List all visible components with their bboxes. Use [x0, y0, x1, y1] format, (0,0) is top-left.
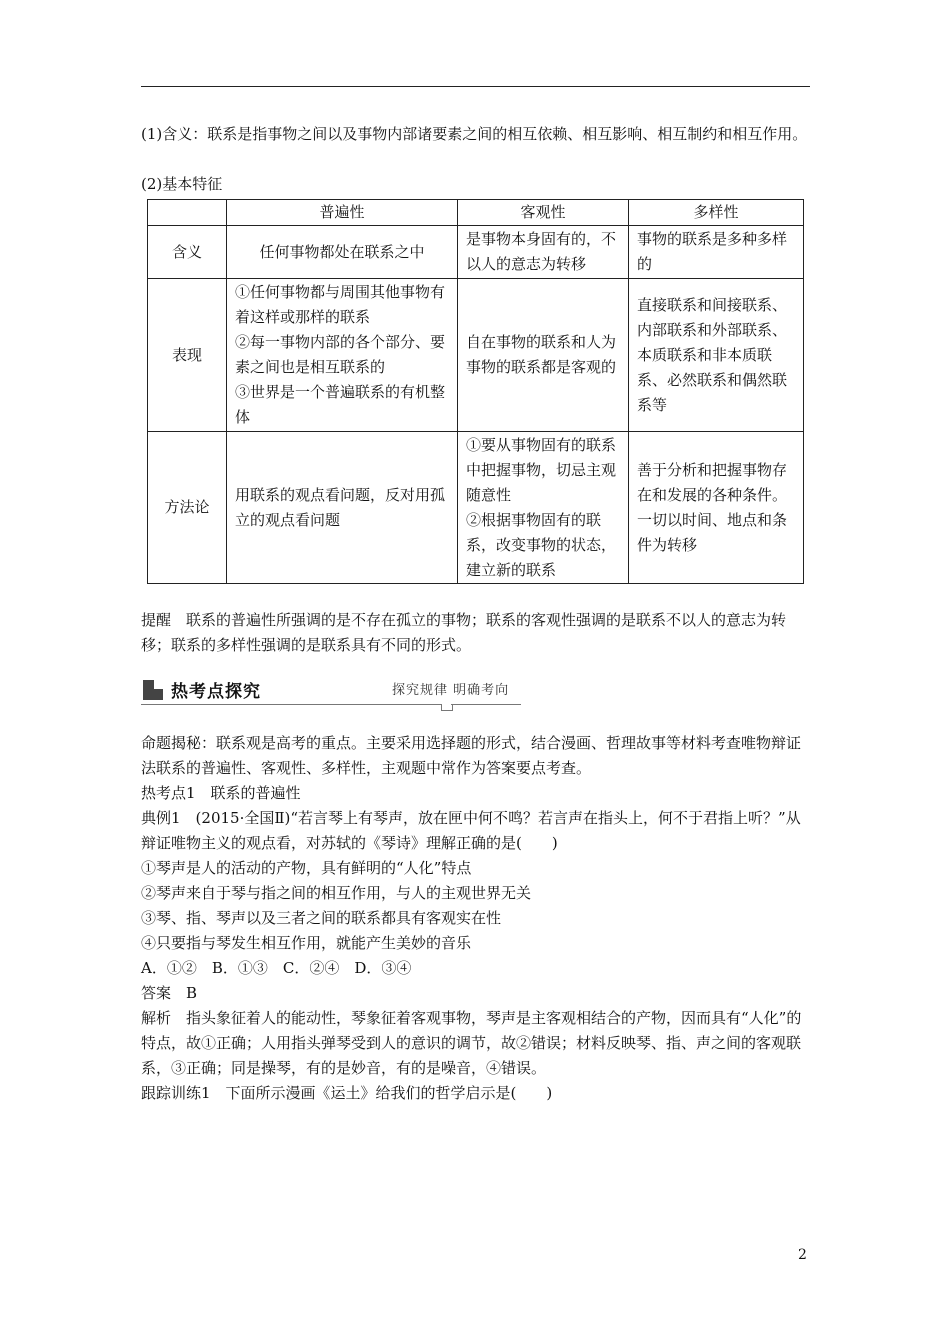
- table-header-universal: 普遍性: [227, 200, 458, 226]
- section-heading: [141, 677, 531, 713]
- table-cell: ①要从事物固有的联系中把握事物，切忌主观随意性 ②根据事物固有的联系，改变事物的状态，建立新的联系: [458, 432, 629, 584]
- hot-point-title: 热考点1 联系的普遍性: [141, 784, 301, 802]
- table-header-diverse: 多样性: [629, 200, 804, 226]
- table-cell: 是事物本身固有的，不以人的意志为转移: [458, 226, 629, 279]
- table-row: [148, 226, 804, 279]
- follow-up-question: 跟踪训练1 下面所示漫画《运土》给我们的哲学启示是( ): [141, 1084, 553, 1102]
- header-rule: [141, 86, 810, 87]
- table-cell: 直接联系和间接联系、内部联系和外部联系、本质联系和非本质联系、必然联系和偶然联系等: [629, 279, 804, 432]
- topic-intro: 命题揭秘：联系观是高考的重点。主要采用选择题的形式，结合漫画、哲理故事等材料考查唯物辩证法联系的普遍性、客观性、多样性，主观题中常作为答案要点考查。: [141, 734, 802, 777]
- option-4: ④只要指与琴发生相互作用，就能产生美妙的音乐: [141, 934, 472, 952]
- page-number: 2: [798, 1247, 807, 1263]
- analysis: 解析 指头象征着人的能动性，琴象征着客观事物，琴声是主客观相结合的产物，因而具有“人化”的特点，故①正确；人用指头弹琴受到人的意识的调节，故②错误；材料反映琴、指、声之间的客观联系，③正确；同是操琴，有的是妙音，有的是噪音，④错误。: [141, 1009, 802, 1077]
- table-cell: 任何事物都处在联系之中: [227, 226, 458, 279]
- reminder-paragraph: 提醒 联系的普遍性所强调的是不存在孤立的事物；联系的客观性强调的是联系不以人的意志为转移；联系的多样性强调的是联系具有不同的形式。: [141, 611, 787, 654]
- answer-choices: A．①② B．①③ C．②④ D．③④: [141, 959, 412, 977]
- table-header-blank: [148, 200, 227, 226]
- answer: 答案 B: [141, 984, 198, 1002]
- table-cell: 自在事物的联系和人为事物的联系都是客观的: [458, 279, 629, 432]
- option-1: ①琴声是人的活动的产物，具有鲜明的“人化”特点: [141, 859, 472, 877]
- table-cell: ①任何事物都与周围其他事物有着这样或那样的联系 ②每一事物内部的各个部分、要素之间也是相互联系的 ③世界是一个普遍联系的有机整体: [227, 279, 458, 432]
- section-subtitle: 探究规律 明确考向: [392, 683, 510, 698]
- table-row: [148, 432, 804, 584]
- option-3: ③琴、指、琴声以及三者之间的联系都具有客观实在性: [141, 909, 502, 927]
- section-underline-notch: [441, 704, 453, 711]
- table-row: [148, 279, 804, 432]
- section-title: 热考点探究: [171, 682, 261, 702]
- features-title: (2)基本特征: [141, 175, 223, 193]
- example-question: 典例1 (2015·全国Ⅱ)“若言琴上有琴声，放在匣中何不鸣？若言声在指头上，何不于君指上听？”从辩证唯物主义的观点看，对苏轼的《琴诗》理解正确的是( ): [141, 809, 801, 852]
- table-cell: 事物的联系是多种多样的: [629, 226, 804, 279]
- table-header-objective: 客观性: [458, 200, 629, 226]
- features-table: [147, 199, 804, 584]
- row-label-meaning: 含义: [148, 226, 227, 279]
- table-cell: 善于分析和把握事物存在和发展的各种条件。一切以时间、地点和条件为转移: [629, 432, 804, 584]
- option-2: ②琴声来自于琴与指之间的相互作用，与人的主观世界无关: [141, 884, 532, 902]
- meaning-paragraph: (1)含义：联系是指事物之间以及事物内部诸要素之间的相互依赖、相互影响、相互制约和相互作用。: [141, 125, 808, 143]
- section-underline-tail: [451, 704, 521, 705]
- row-label-manifestation: 表现: [148, 279, 227, 432]
- table-cell: 用联系的观点看问题，反对用孤立的观点看问题: [227, 432, 458, 584]
- section-square-cut: [154, 680, 163, 689]
- row-label-methodology: 方法论: [148, 432, 227, 584]
- table-header-row: [148, 200, 804, 226]
- section-underline: [141, 704, 441, 705]
